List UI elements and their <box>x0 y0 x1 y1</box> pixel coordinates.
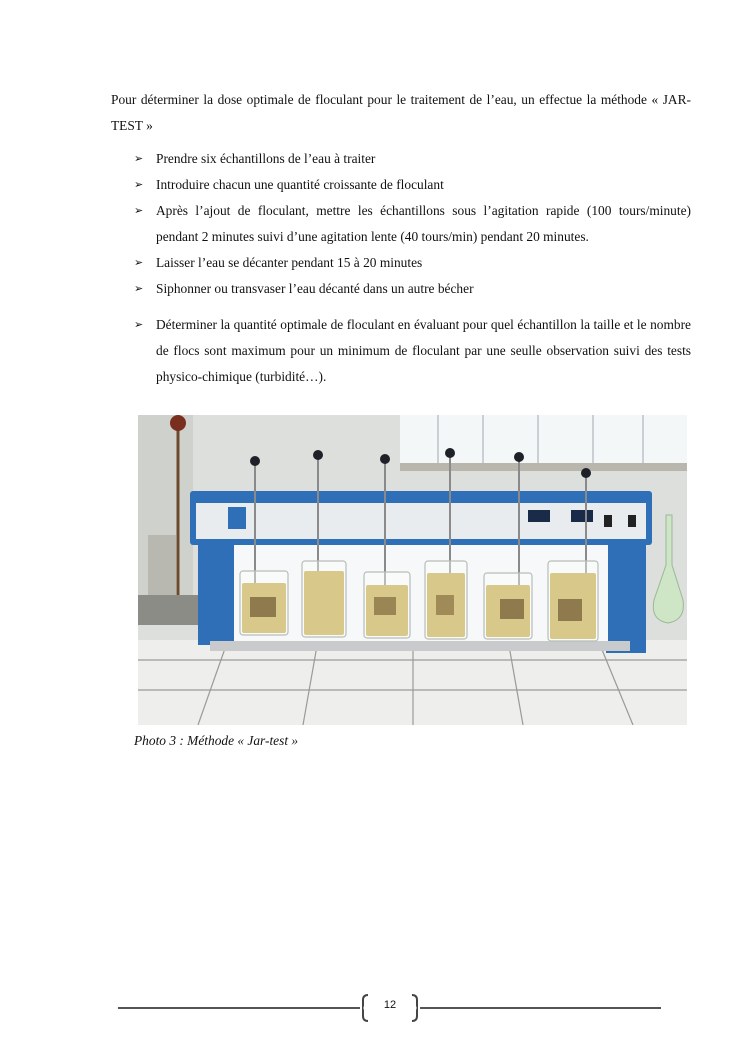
stirrer-knob <box>445 448 455 458</box>
apparatus-left-leg <box>198 545 236 645</box>
procedure-list <box>132 146 691 390</box>
list-item: ➢ Laisser l’eau se décanter pendant 15 à 20 minutes <box>132 250 691 276</box>
footer-rule-right <box>420 1007 661 1009</box>
switch-right <box>628 515 636 527</box>
list-item: ➢ Introduire chacun une quantité croissante de floculant <box>132 172 691 198</box>
arrow-bullet-icon: ➢ <box>134 179 144 191</box>
arrow-bullet-icon: ➢ <box>134 319 144 331</box>
stirrer-knob <box>514 452 524 462</box>
apparatus-base <box>210 641 630 651</box>
footer-rule-left <box>118 1007 360 1009</box>
beaker <box>302 561 346 637</box>
list-item: ➢ Siphonner ou transvaser l’eau décanté dans un autre bécher <box>132 276 691 302</box>
brand-logo <box>228 507 246 529</box>
stirrer-knob <box>380 454 390 464</box>
beaker <box>240 571 288 635</box>
display-left <box>528 510 550 522</box>
page-number: 12 <box>383 999 397 1011</box>
jar-test-photo <box>138 415 687 725</box>
arrow-bullet-icon: ➢ <box>134 283 144 295</box>
list-item: ➢ Déterminer la quantité optimale de floculant en évaluant pour quel échantillon la taille et le nombre de flocs sont maximum pour un minimum de floculant par une seulle observation suivi des tests physico-chimique (turbidité…). <box>132 312 691 390</box>
intro-paragraph: Pour déterminer la dose optimale de floculant pour le traitement de l’eau, un effectue la méthode « JAR-TEST » <box>111 92 691 133</box>
arrow-bullet-icon: ➢ <box>134 205 144 217</box>
display-right <box>571 510 593 522</box>
stirrer-knob <box>581 468 591 478</box>
stirrer-knob <box>250 456 260 466</box>
beaker <box>548 561 598 641</box>
arrow-bullet-icon: ➢ <box>134 153 144 165</box>
stirrer-knob <box>313 450 323 460</box>
list-item: ➢ Prendre six échantillons de l’eau à traiter <box>132 146 691 172</box>
apparatus-right-leg <box>606 545 646 653</box>
stand-knob <box>170 415 186 431</box>
beaker <box>484 573 532 639</box>
switch-left <box>604 515 612 527</box>
arrow-bullet-icon: ➢ <box>134 257 144 269</box>
beaker <box>425 561 467 639</box>
photo-caption: Photo 3 : Méthode « Jar-test » <box>134 733 299 748</box>
page-number-box <box>362 994 418 1022</box>
list-item: ➢ Après l’ajout de floculant, mettre les échantillons sous l’agitation rapide (100 tours/minute) pendant 2 minutes suivi d’une agitation lente (40 tours/min) pendant 20 minutes. <box>132 198 691 250</box>
beaker <box>364 572 410 638</box>
